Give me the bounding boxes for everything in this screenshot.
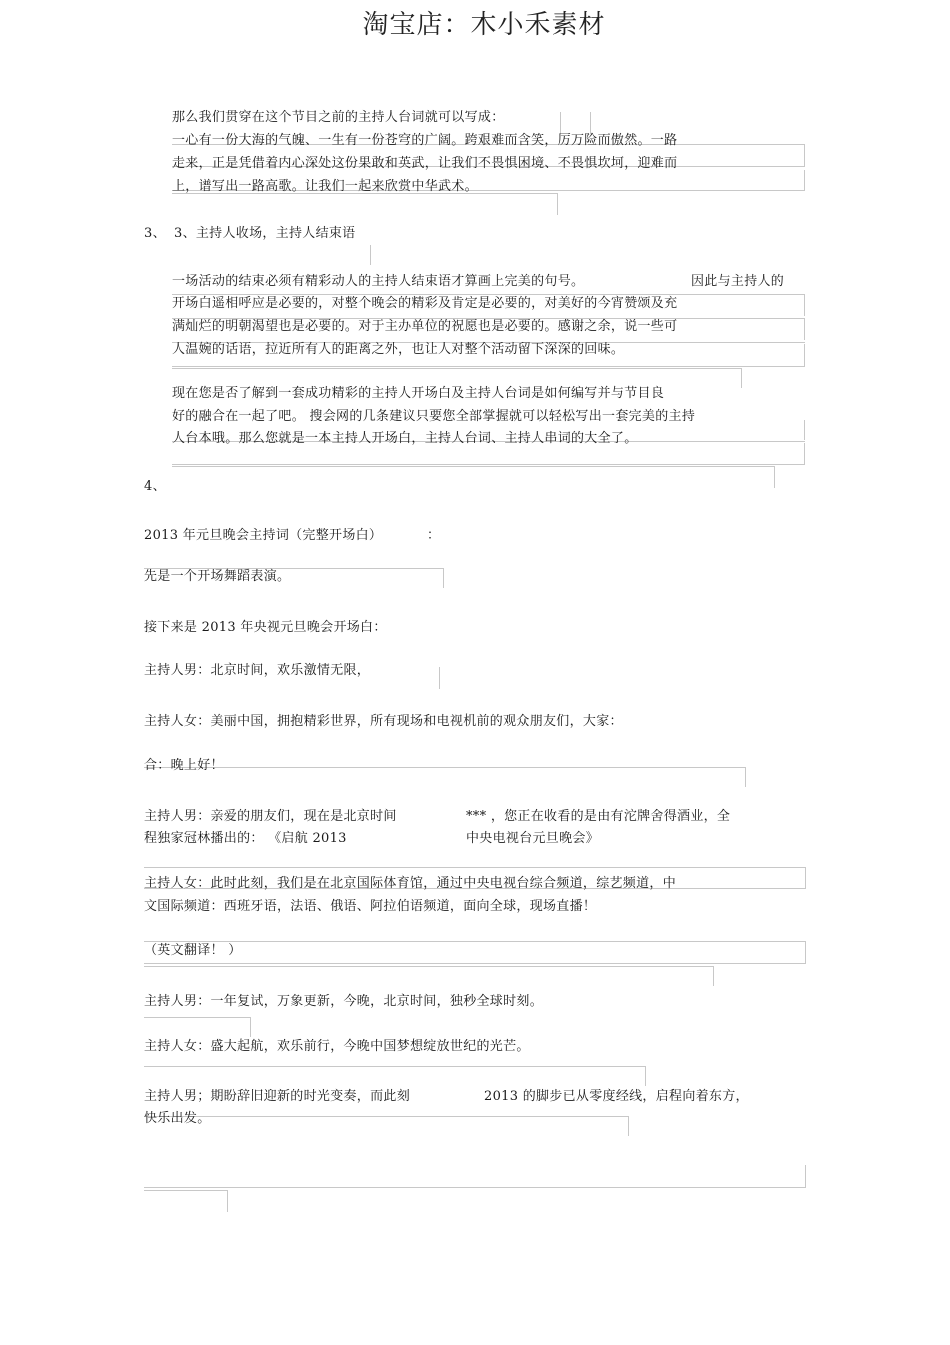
line-translation: （英文翻译！ ）: [144, 943, 242, 958]
intro-lead: 那么我们贯穿在这个节目之前的主持人台词就可以写成：: [172, 110, 505, 125]
line-male-4c: 快乐出发。: [144, 1111, 211, 1126]
closing-para-line-1b: 因此与主持人的: [691, 274, 785, 289]
summary-para-line-3: 人台本哦。那么您就是一本主持人开场白，主持人台词、主持人串词的大全了。: [172, 431, 638, 446]
line-male-1: 主持人男：北京时间，欢乐激情无限，: [144, 663, 371, 678]
line-female-2a: 主持人女：此时此刻，我们是在北京国际体育馆，通过中央电视台综合频道，综艺频道，中: [144, 876, 677, 891]
closing-para-line-2: 开场白遥相呼应是必要的，对整个晚会的精彩及肯定是必要的，对美好的今宵赞颂及充: [172, 296, 678, 311]
line-male-2b: *** ，您正在收看的是由有沱牌舍得酒业，全: [466, 809, 731, 824]
script-heading-colon: ：: [427, 528, 441, 543]
closing-para-line-1a: 一场活动的结束必须有精彩动人的主持人结束语才算画上完美的句号。: [172, 274, 585, 289]
line-female-1: 主持人女：美丽中国，拥抱精彩世界，所有现场和电视机前的观众朋友们，大家：: [144, 714, 623, 729]
intro-line-1: 一心有一份大海的气魄、一生有一份苍穹的广阔。跨艰难而含笑，厉万险而傲然。一路: [172, 133, 678, 148]
closing-para-line-4: 人温婉的话语，拉近所有人的距离之外，也让人对整个活动留下深深的回味。: [172, 342, 625, 357]
summary-para-line-1: 现在您是否了解到一套成功精彩的主持人开场白及主持人台词是如何编写并与节目良: [172, 386, 665, 401]
section-4-number: 4、: [144, 479, 166, 494]
section-3-number: 3、: [144, 226, 166, 241]
line-female-3: 主持人女：盛大起航，欢乐前行，今晚中国梦想绽放世纪的光芒。: [144, 1039, 530, 1054]
line-male-4a: 主持人男；期盼辞旧迎新的时光变奏，而此刻: [144, 1089, 411, 1104]
line-male-3: 主持人男：一年复试，万象更新，今晚，北京时间，独秒全球时刻。: [144, 994, 544, 1009]
line-female-2b: 文国际频道：西班牙语，法语、俄语、阿拉伯语频道，面向全球，现场直播！: [144, 899, 597, 914]
line-together: 合：晚上好！: [144, 758, 224, 773]
intro-line-3: 上，谱写出一路高歌。让我们一起来欣赏中华武术。: [172, 179, 478, 194]
line-male-2a: 主持人男：亲爱的朋友们，现在是北京时间: [144, 809, 397, 824]
summary-para-line-2: 好的融合在一起了吧。 搜会网的几条建议只要您全部掌握就可以轻松写出一套完美的主持: [172, 409, 696, 424]
line-male-2c: 程独家冠林播出的： 《启航 2013: [144, 831, 347, 846]
line-male-2d: 中央电视台元旦晚会》: [466, 831, 600, 846]
script-next-up: 接下来是 2013 年央视元旦晚会开场白：: [144, 620, 387, 635]
line-male-4b: 2013 的脚步已从零度经线，启程向着东方，: [484, 1089, 749, 1104]
page-title: 淘宝店：木小禾素材: [362, 10, 606, 40]
section-3-heading: 3、主持人收场，主持人结束语: [174, 226, 356, 241]
closing-para-line-3: 满灿烂的明朝渴望也是必要的。对于主办单位的祝愿也是必要的。感谢之余，说一些可: [172, 319, 678, 334]
script-opening: 先是一个开场舞蹈表演。: [144, 569, 291, 584]
script-heading: 2013 年元旦晚会主持词（完整开场白）: [144, 528, 383, 543]
intro-line-2: 走来，正是凭借着内心深处这份果敢和英武，让我们不畏惧困境、不畏惧坎坷，迎难而: [172, 156, 678, 171]
